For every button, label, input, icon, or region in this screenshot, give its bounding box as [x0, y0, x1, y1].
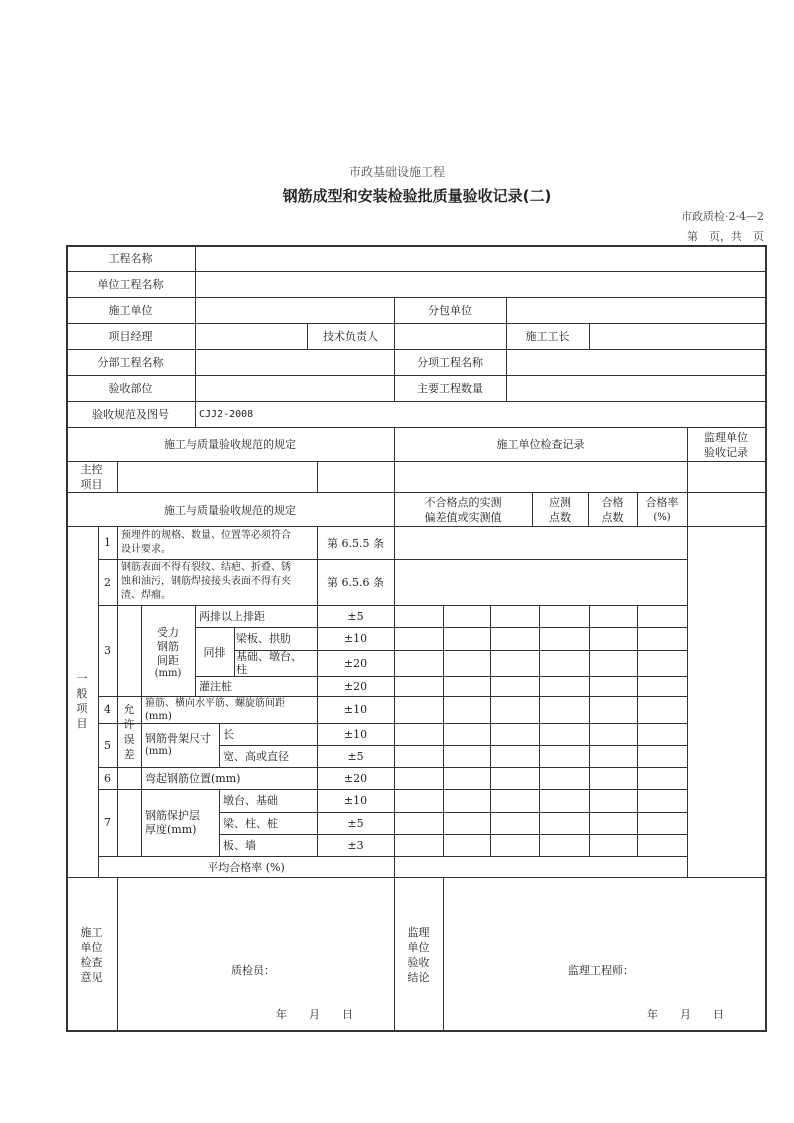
unit-project-name-label: 单位工程名称 [97, 278, 164, 291]
acceptance-part-label: 验收部位 [108, 382, 153, 395]
nonconform-header-1: 不合格点的实测 [424, 496, 502, 509]
sup-char-4: 结论 [407, 971, 430, 984]
sup-char-3: 验收 [407, 956, 430, 969]
two-rows-tol: ±5 [347, 610, 364, 623]
item4-no: 4 [104, 703, 111, 716]
bent-tol: ±20 [343, 772, 368, 785]
force-text-3: 间距 [157, 654, 179, 667]
beam-rib-label: 梁板、拱肋 [236, 632, 291, 645]
spec-rules-header: 施工与质量验收规范的规定 [164, 438, 296, 451]
force-text-4: (mm) [154, 668, 182, 679]
subcontractor-label: 分包单位 [428, 304, 472, 317]
stirrup-text-2: (mm) [145, 711, 172, 722]
item6-no: 6 [104, 772, 111, 785]
supervision-header-1: 监理单位 [704, 431, 748, 444]
cover-text-1: 钢筋保护层 [145, 809, 200, 822]
cover-text-2: 厚度(mm) [145, 823, 197, 836]
top-line: 市政基础设施工程 [348, 165, 445, 179]
allow-char-1: 允 [123, 703, 135, 716]
width-tol: ±5 [347, 750, 364, 763]
pier-tol: ±10 [343, 794, 368, 807]
nonconform-header-2: 偏差值或实测值 [424, 511, 502, 524]
item1-text-2: 设计要求。 [121, 544, 171, 555]
general-char-3: 项 [76, 702, 88, 715]
general-char-2: 般 [76, 687, 88, 700]
inspector-label: 质检员： [231, 964, 275, 977]
con-char-1: 施工 [80, 926, 103, 939]
allow-char-4: 差 [123, 748, 135, 761]
main-control-1: 主控 [80, 463, 103, 476]
item2-text-3: 渣、焊瘤。 [121, 590, 171, 601]
main-quantity-label: 主要工程数量 [417, 382, 483, 395]
item1-no: 1 [104, 536, 111, 549]
rate-header-2: (%) [653, 512, 671, 523]
form-code: 市政质检·2·4—2 [681, 210, 764, 223]
sup-char-2: 单位 [407, 941, 430, 954]
rate-header-1: 合格率 [645, 496, 679, 509]
supervision-header-2: 验收记录 [704, 446, 748, 459]
sup-date: 年 月 日 [647, 1008, 724, 1021]
allow-char-2: 许 [123, 718, 135, 731]
length-tol: ±10 [343, 728, 368, 741]
should-header-2: 点数 [549, 511, 571, 524]
project-name-label: 工程名称 [108, 252, 153, 265]
con-date: 年 月 日 [276, 1008, 353, 1021]
con-char-2: 单位 [80, 941, 103, 954]
beam-col-label: 梁、柱、桩 [223, 817, 278, 830]
item2-no: 2 [104, 576, 111, 589]
main-control-2: 项目 [80, 478, 103, 491]
subitem-name-label: 分项工程名称 [417, 356, 483, 369]
beam-rib-tol: ±10 [343, 632, 368, 645]
tech-lead-label: 技术负责人 [323, 330, 378, 343]
item3-no: 3 [104, 644, 111, 657]
two-rows-label: 两排以上排距 [199, 610, 265, 623]
pass-header-1: 合格 [601, 496, 624, 509]
slab-tol: ±3 [347, 839, 364, 852]
beam-col-tol: ±5 [347, 817, 364, 830]
stirrup-text-1: 箍筋、横向水平筋、螺旋筋间距 [145, 698, 285, 709]
force-text-2: 钢筋 [157, 640, 179, 653]
spec-rules-header-2: 施工与质量验收规范的规定 [164, 504, 296, 517]
foreman-label: 施工工长 [525, 330, 570, 343]
should-header-1: 应测 [549, 496, 571, 509]
general-char-1: 一 [76, 672, 88, 685]
length-label: 长 [223, 728, 234, 741]
division-name-label: 分部工程名称 [97, 356, 164, 369]
avg-rate-label: 平均合格率 (%) [207, 861, 285, 874]
item1-ref: 第 6.5.5 条 [327, 537, 384, 550]
item7-no: 7 [104, 816, 111, 829]
bent-label: 弯起钢筋位置(mm) [145, 772, 241, 785]
base-label-2: 柱 [236, 663, 247, 676]
engineer-label: 监理工程师： [568, 964, 634, 977]
con-char-4: 意见 [80, 971, 103, 984]
sup-char-1: 监理 [407, 926, 430, 939]
frame-text-2: (mm) [145, 746, 172, 757]
item1-text-1: 预埋件的规格、数量、位置等必须符合 [121, 530, 291, 541]
page-info: 第 页，共 页 [687, 230, 764, 243]
stirrup-tol: ±10 [343, 703, 368, 716]
page-title: 钢筋成型和安装检验批质量验收记录(二) [282, 187, 552, 205]
allow-char-3: 误 [123, 733, 135, 746]
project-manager-label: 项目经理 [108, 330, 153, 343]
pile-label: 灌注桩 [199, 680, 232, 693]
frame-text-1: 钢筋骨架尺寸 [145, 732, 211, 745]
pile-tol: ±20 [343, 680, 368, 693]
spec-value: CJJ2-2008 [199, 409, 254, 420]
slab-label: 板、墙 [223, 839, 256, 852]
pier-label: 墩台、基础 [223, 794, 278, 807]
spec-label: 验收规范及图号 [92, 408, 169, 421]
base-tol: ±20 [343, 657, 368, 670]
same-row-label: 同排 [203, 646, 226, 659]
pass-header-2: 点数 [601, 511, 624, 524]
item2-text-2: 蚀和油污，钢筋焊接接头表面不得有夹 [121, 576, 291, 587]
base-label-1: 基础、墩台、 [236, 650, 302, 663]
con-char-3: 检查 [80, 956, 103, 969]
item2-text-1: 钢筋表面不得有裂纹、结疤、折叠、锈 [121, 562, 291, 573]
force-text-1: 受力 [157, 626, 179, 639]
construction-unit-label: 施工单位 [108, 304, 153, 317]
item2-ref: 第 6.5.6 条 [327, 576, 384, 589]
construction-check-header: 施工单位检查记录 [496, 438, 585, 451]
item5-no: 5 [104, 739, 111, 752]
width-label: 宽、高或直径 [223, 750, 289, 763]
general-char-4: 目 [76, 717, 88, 730]
